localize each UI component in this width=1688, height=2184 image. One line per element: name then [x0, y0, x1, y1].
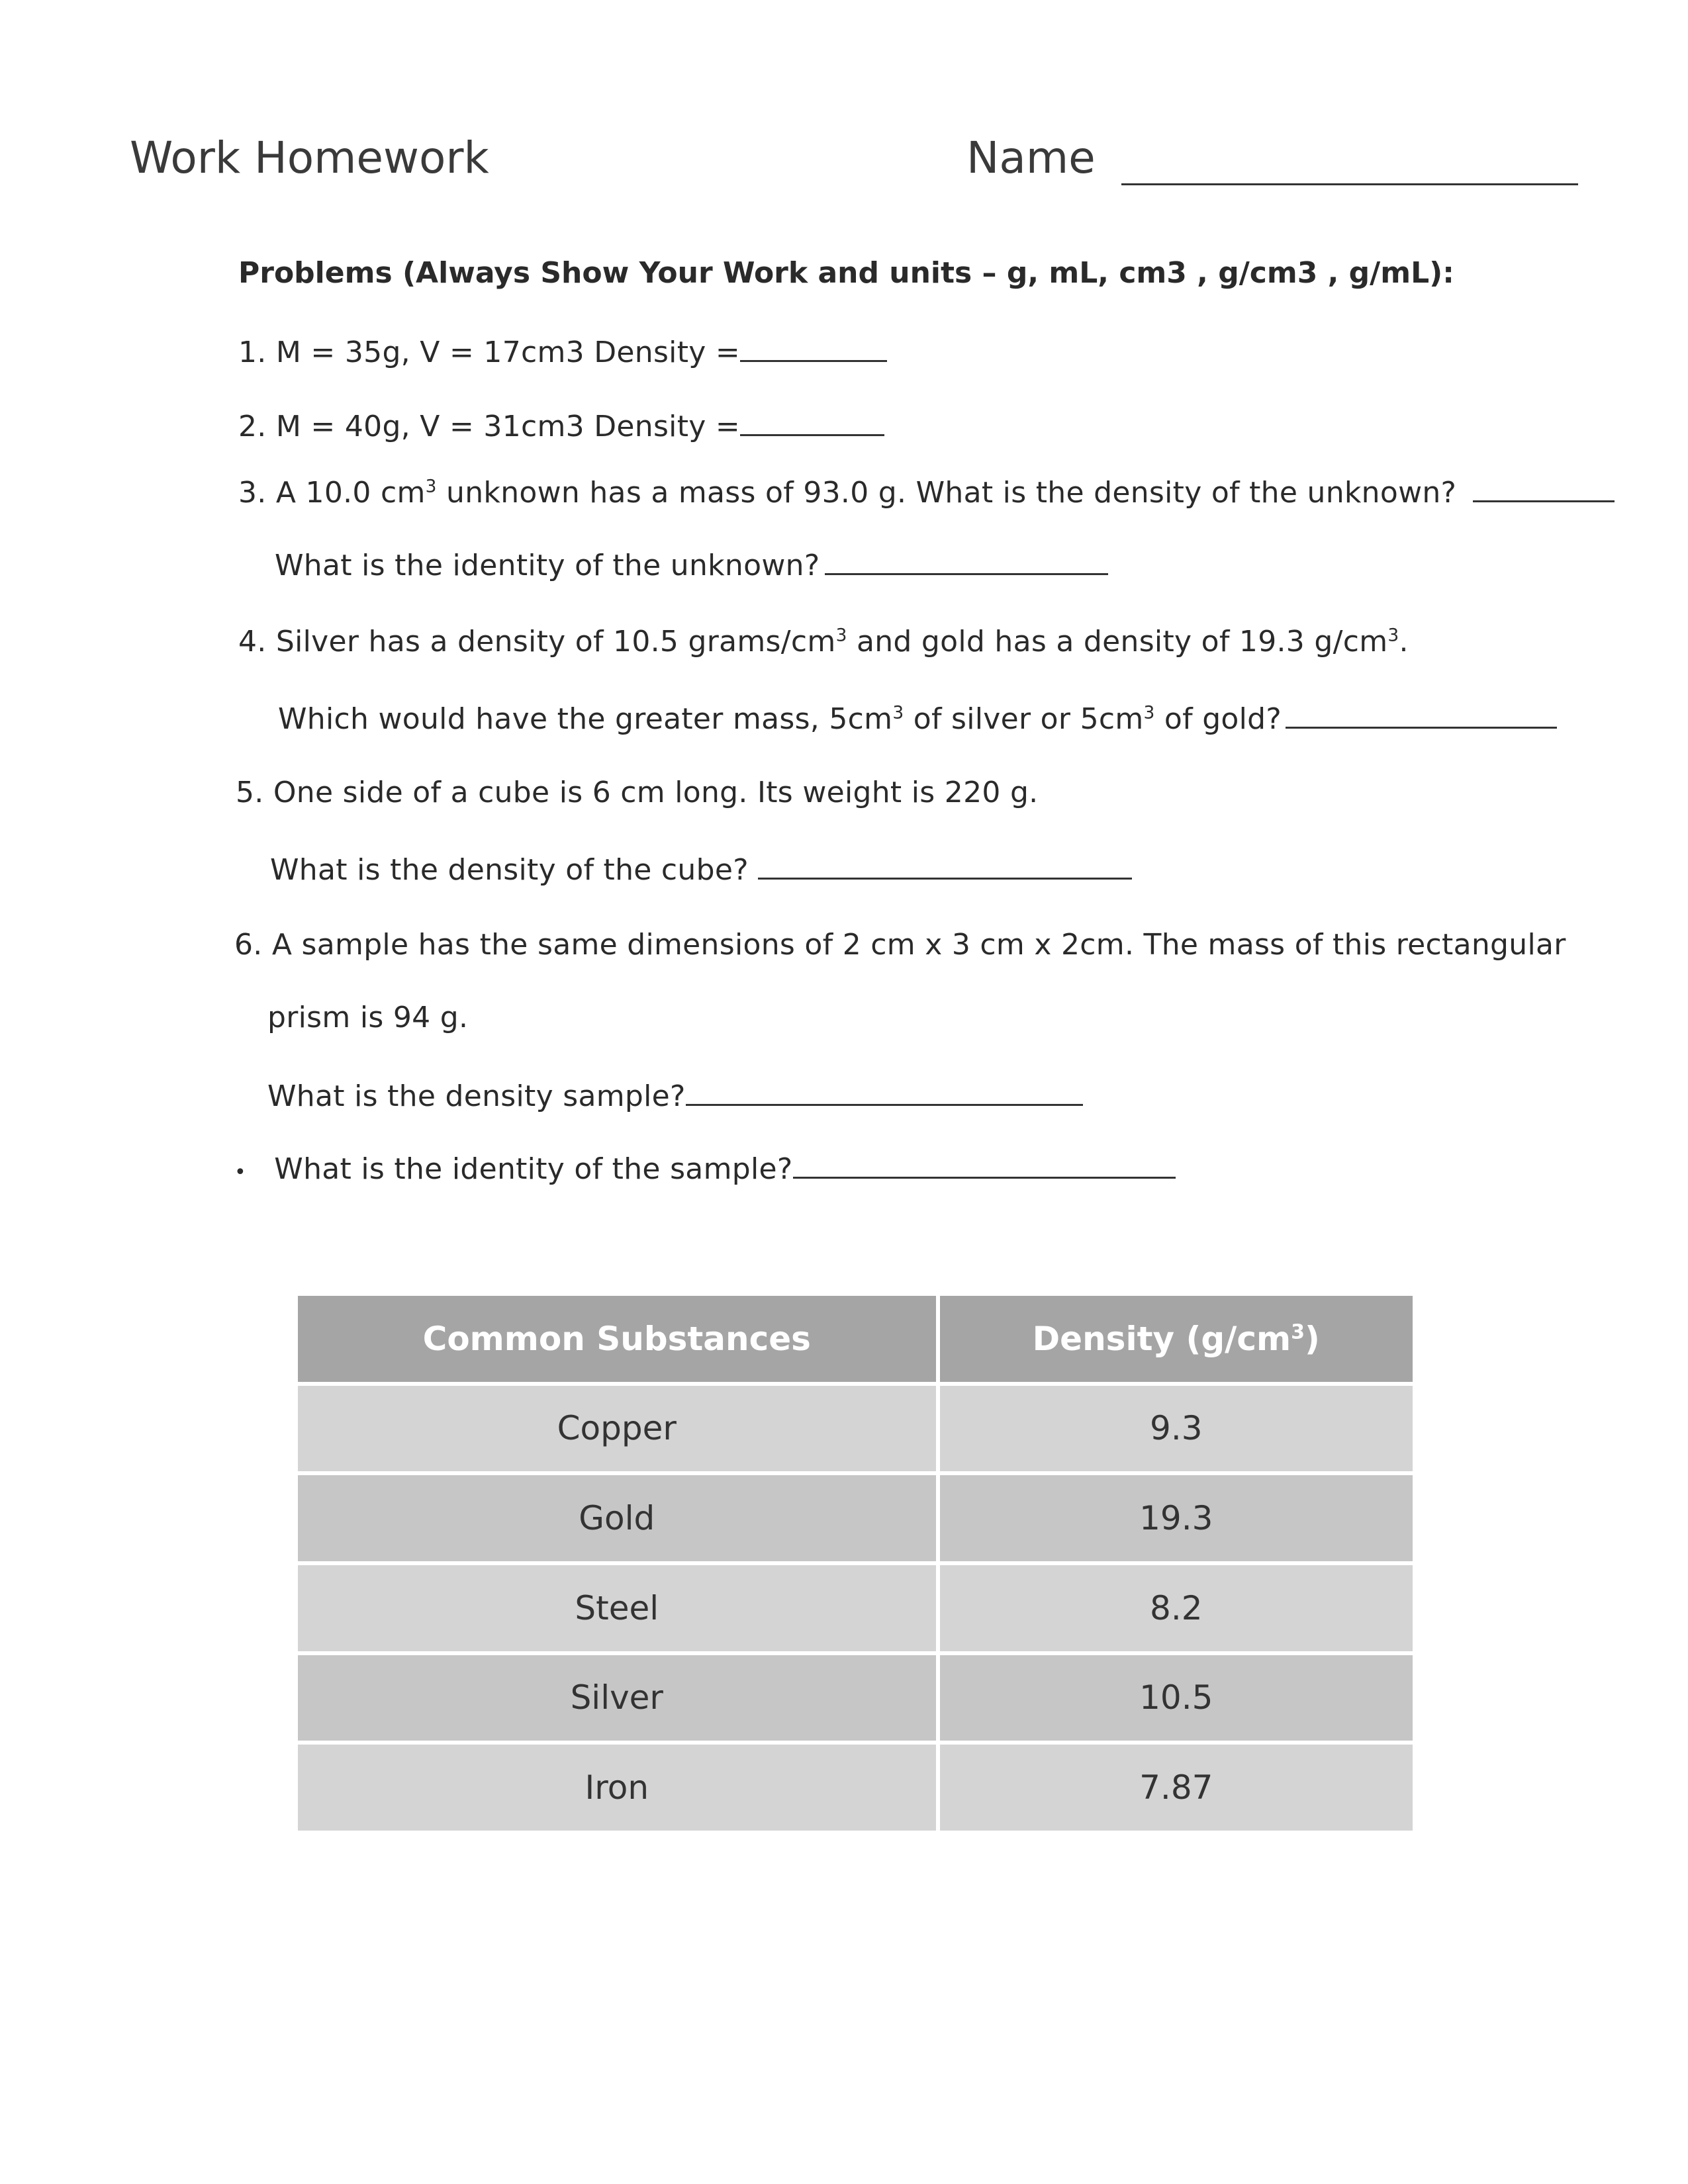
bullet-mark: • — [234, 1161, 246, 1184]
problem-6-identity-question: What is the identity of the sample? — [274, 1152, 793, 1186]
problem-6-line-4 — [234, 1148, 1176, 1186]
superscript: 3 — [1143, 702, 1155, 723]
problem-6-line-1: 6. A sample has the same dimensions of 2 cm x 3 cm x 2cm. The mass of this rectangular — [234, 928, 1566, 962]
problem-4-line-1 — [238, 625, 1409, 659]
problem-2-text: 2. M = 40g, V = 31cm3 Density = — [238, 410, 741, 443]
density-cell: 8.2 — [940, 1565, 1413, 1651]
density-header-text: Density (g/cm — [1032, 1319, 1291, 1358]
substance-cell: Gold — [298, 1475, 936, 1561]
problem-4-text-pre: 4. Silver has a density of 10.5 grams/cm — [238, 625, 836, 659]
problem-3-density-answer[interactable] — [1473, 471, 1615, 502]
problem-4-text-end: . — [1399, 625, 1409, 659]
problem-3-text-pre: 3. A 10.0 cm — [238, 476, 426, 510]
problem-4-line-2 — [278, 698, 1557, 736]
problem-6-density-answer[interactable] — [686, 1075, 1083, 1106]
problem-4-answer[interactable] — [1286, 698, 1557, 729]
substance-cell: Copper — [298, 1386, 936, 1472]
problem-6-line-2: prism is 94 g. — [267, 1001, 469, 1034]
density-cell: 19.3 — [940, 1475, 1413, 1561]
problem-6-density-question: What is the density sample? — [267, 1079, 686, 1113]
problem-4b-text-pre: Which would have the greater mass, 5cm — [278, 702, 893, 736]
problem-6-identity-answer[interactable] — [793, 1148, 1176, 1179]
table-row — [298, 1655, 1413, 1741]
table-row — [298, 1565, 1413, 1651]
substance-cell: Iron — [298, 1745, 936, 1831]
superscript: 3 — [1291, 1320, 1305, 1344]
problem-3-line-1 — [238, 471, 1615, 510]
substance-cell: Steel — [298, 1565, 936, 1651]
density-cell: 10.5 — [940, 1655, 1413, 1741]
table-header-row — [298, 1296, 1413, 1382]
problem-1-answer[interactable] — [740, 331, 887, 362]
problem-4-text-mid: and gold has a density of 19.3 g/cm — [847, 625, 1388, 659]
name-label-text: Name — [966, 132, 1096, 183]
page-title: Work Homework — [130, 132, 489, 183]
problem-3-line-2 — [275, 544, 1108, 582]
instructions-heading: Problems (Always Show Your Work and units – g, mL, cm3 , g/cm3 , g/mL): — [238, 256, 1454, 290]
superscript: 3 — [835, 625, 847, 646]
substance-cell: Silver — [298, 1655, 936, 1741]
problem-2 — [238, 405, 884, 443]
superscript: 3 — [892, 702, 904, 723]
problem-3-text-post: unknown has a mass of 93.0 g. What is the density of the unknown? — [436, 476, 1457, 510]
problem-4b-text-mid: of silver or 5cm — [904, 702, 1144, 736]
problem-3-identity-question: What is the identity of the unknown? — [275, 549, 820, 582]
name-field[interactable] — [1121, 132, 1578, 185]
density-table — [294, 1292, 1417, 1835]
column-header-substance: Common Substances — [298, 1296, 936, 1382]
problem-5-question: What is the density of the cube? — [270, 853, 749, 887]
problem-1 — [238, 331, 887, 369]
superscript: 3 — [425, 476, 437, 497]
problem-1-text: 1. M = 35g, V = 17cm3 Density = — [238, 336, 741, 369]
table-row — [298, 1475, 1413, 1561]
density-cell: 9.3 — [940, 1386, 1413, 1472]
problem-5-line-1: 5. One side of a cube is 6 cm long. Its weight is 220 g. — [236, 776, 1039, 809]
problem-6-line-3 — [267, 1075, 1083, 1113]
problem-2-answer[interactable] — [740, 405, 884, 436]
table-row — [298, 1386, 1413, 1472]
density-header-close: ) — [1305, 1319, 1320, 1358]
column-header-density — [940, 1296, 1413, 1382]
problem-3-identity-answer[interactable] — [825, 544, 1108, 575]
density-cell: 7.87 — [940, 1745, 1413, 1831]
problem-5-answer[interactable] — [758, 848, 1132, 880]
name-label — [966, 132, 1578, 185]
table-row — [298, 1745, 1413, 1831]
problem-5-line-2 — [270, 848, 1132, 887]
problem-4b-text-end: of gold? — [1154, 702, 1282, 736]
superscript: 3 — [1387, 625, 1399, 646]
